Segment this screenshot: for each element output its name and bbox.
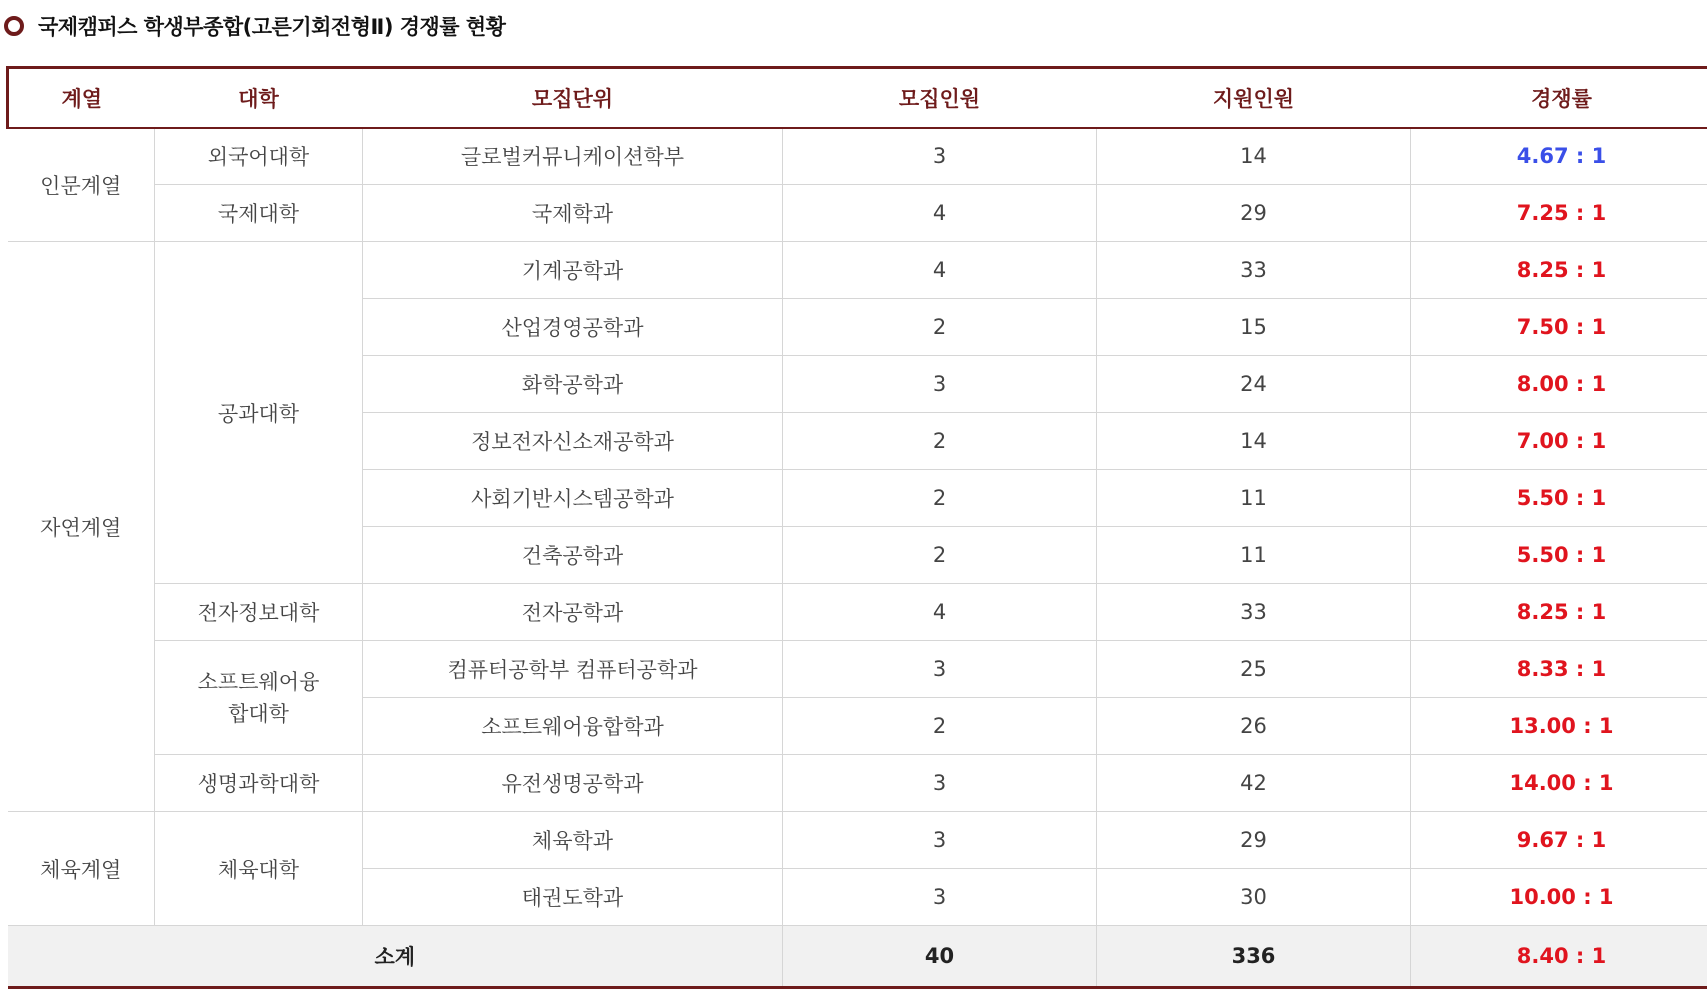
quota-cell: 4 xyxy=(783,584,1097,641)
college-name-line: 소프트웨어융 xyxy=(197,669,320,694)
college-cell: 체육대학 xyxy=(155,812,363,926)
table-row xyxy=(8,641,1707,698)
page-title: 국제캠퍼스 학생부종합(고른기회전형Ⅱ) 경쟁률 현황 xyxy=(38,15,506,39)
quota-cell: 3 xyxy=(783,869,1097,926)
rate-cell: 13.00 : 1 xyxy=(1411,698,1707,755)
total-applicants: 336 xyxy=(1097,926,1411,988)
rate-cell: 5.50 : 1 xyxy=(1411,470,1707,527)
quota-cell: 2 xyxy=(783,413,1097,470)
quota-cell: 2 xyxy=(783,299,1097,356)
header-field-group: 계열 xyxy=(8,68,155,128)
unit-cell: 유전생명공학과 xyxy=(363,755,783,812)
quota-cell: 3 xyxy=(783,128,1097,185)
applicants-cell: 29 xyxy=(1097,812,1411,869)
quota-cell: 3 xyxy=(783,356,1097,413)
rate-cell: 7.25 : 1 xyxy=(1411,185,1707,242)
college-cell: 국제대학 xyxy=(155,185,363,242)
rate-cell: 10.00 : 1 xyxy=(1411,869,1707,926)
table-row xyxy=(8,185,1707,242)
unit-cell: 건축공학과 xyxy=(363,527,783,584)
rate-cell: 8.00 : 1 xyxy=(1411,356,1707,413)
field-group-cell: 인문계열 xyxy=(8,128,155,242)
rate-cell: 8.25 : 1 xyxy=(1411,584,1707,641)
applicants-cell: 15 xyxy=(1097,299,1411,356)
total-quota: 40 xyxy=(783,926,1097,988)
field-group-cell: 자연계열 xyxy=(8,242,155,812)
section-header xyxy=(4,10,505,42)
quota-cell: 3 xyxy=(783,812,1097,869)
applicants-cell: 14 xyxy=(1097,413,1411,470)
unit-cell: 기계공학과 xyxy=(363,242,783,299)
table-row xyxy=(8,755,1707,812)
unit-cell: 사회기반시스템공학과 xyxy=(363,470,783,527)
table-row xyxy=(8,128,1707,185)
unit-cell: 컴퓨터공학부 컴퓨터공학과 xyxy=(363,641,783,698)
rate-cell: 7.00 : 1 xyxy=(1411,413,1707,470)
rate-cell: 4.67 : 1 xyxy=(1411,128,1707,185)
header-unit: 모집단위 xyxy=(363,68,783,128)
applicants-cell: 42 xyxy=(1097,755,1411,812)
unit-cell: 체육학과 xyxy=(363,812,783,869)
unit-cell: 화학공학과 xyxy=(363,356,783,413)
college-cell: 공과대학 xyxy=(155,242,363,584)
applicants-cell: 30 xyxy=(1097,869,1411,926)
unit-cell: 국제학과 xyxy=(363,185,783,242)
competition-rate-table xyxy=(6,66,1707,989)
field-group-cell: 체육계열 xyxy=(8,812,155,926)
table-row xyxy=(8,584,1707,641)
applicants-cell: 33 xyxy=(1097,584,1411,641)
rate-cell: 7.50 : 1 xyxy=(1411,299,1707,356)
total-label: 소계 xyxy=(8,926,783,988)
applicants-cell: 29 xyxy=(1097,185,1411,242)
unit-cell: 산업경영공학과 xyxy=(363,299,783,356)
rate-cell: 8.33 : 1 xyxy=(1411,641,1707,698)
rate-cell: 5.50 : 1 xyxy=(1411,527,1707,584)
applicants-cell: 11 xyxy=(1097,527,1411,584)
college-cell: 생명과학대학 xyxy=(155,755,363,812)
quota-cell: 2 xyxy=(783,527,1097,584)
applicants-cell: 25 xyxy=(1097,641,1411,698)
applicants-cell: 24 xyxy=(1097,356,1411,413)
college-cell: 전자정보대학 xyxy=(155,584,363,641)
quota-cell: 2 xyxy=(783,470,1097,527)
college-cell xyxy=(155,641,363,755)
rate-cell: 14.00 : 1 xyxy=(1411,755,1707,812)
unit-cell: 글로벌커뮤니케이션학부 xyxy=(363,128,783,185)
total-row xyxy=(8,926,1707,988)
college-cell: 외국어대학 xyxy=(155,128,363,185)
table-row xyxy=(8,812,1707,869)
circle-bullet-icon xyxy=(4,16,24,36)
quota-cell: 2 xyxy=(783,698,1097,755)
applicants-cell: 33 xyxy=(1097,242,1411,299)
unit-cell: 태권도학과 xyxy=(363,869,783,926)
unit-cell: 소프트웨어융합학과 xyxy=(363,698,783,755)
unit-cell: 정보전자신소재공학과 xyxy=(363,413,783,470)
quota-cell: 4 xyxy=(783,242,1097,299)
applicants-cell: 11 xyxy=(1097,470,1411,527)
applicants-cell: 26 xyxy=(1097,698,1411,755)
header-rate: 경쟁률 xyxy=(1411,68,1707,128)
quota-cell: 4 xyxy=(783,185,1097,242)
header-college: 대학 xyxy=(155,68,363,128)
header-applicants: 지원인원 xyxy=(1097,68,1411,128)
applicants-cell: 14 xyxy=(1097,128,1411,185)
table-row xyxy=(8,242,1707,299)
unit-cell: 전자공학과 xyxy=(363,584,783,641)
college-name-line: 합대학 xyxy=(228,701,289,726)
rate-cell: 9.67 : 1 xyxy=(1411,812,1707,869)
header-quota: 모집인원 xyxy=(783,68,1097,128)
quota-cell: 3 xyxy=(783,641,1097,698)
quota-cell: 3 xyxy=(783,755,1097,812)
rate-cell: 8.25 : 1 xyxy=(1411,242,1707,299)
total-rate: 8.40 : 1 xyxy=(1411,926,1707,988)
table-header-row xyxy=(8,68,1707,128)
